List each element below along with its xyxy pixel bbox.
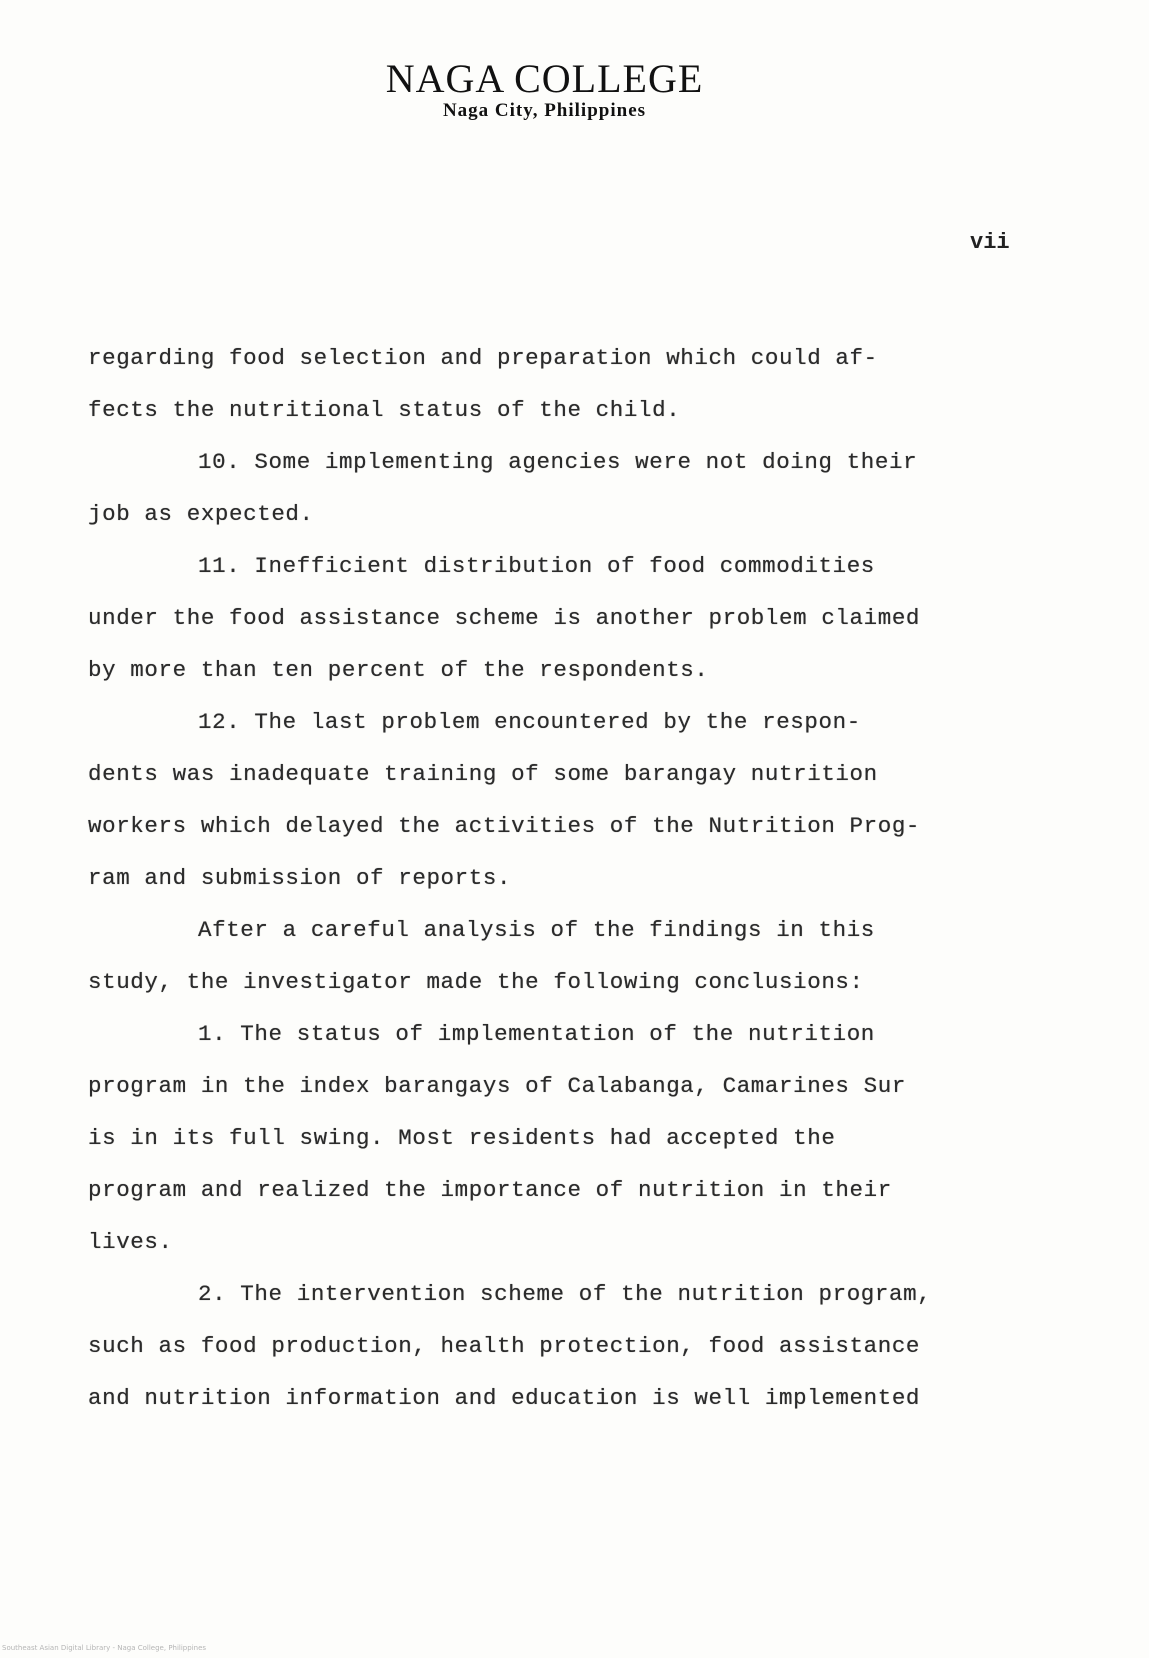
text-line: workers which delayed the activities of the Nutrition Prog- <box>88 813 921 839</box>
text-line: under the food assistance scheme is another problem claimed <box>88 605 921 631</box>
text-line: and nutrition information and education is well implemented <box>88 1385 921 1411</box>
text-line: by more than ten percent of the respondents. <box>88 657 709 683</box>
text-line: 11. Inefficient distribution of food commodities <box>198 553 875 579</box>
text-line: ram and submission of reports. <box>88 865 512 891</box>
text-line: lives. <box>88 1229 173 1255</box>
text-line: 10. Some implementing agencies were not doing their <box>198 449 918 475</box>
text-line: job as expected. <box>88 501 314 527</box>
text-line: fects the nutritional status of the child. <box>88 397 681 423</box>
text-line: dents was inadequate training of some barangay nutrition <box>88 761 878 787</box>
text-line: After a careful analysis of the findings in this <box>198 917 875 943</box>
text-line: program and realized the importance of nutrition in their <box>88 1177 892 1203</box>
footer-note: Southeast Asian Digital Library - Naga College, Philippines <box>2 1644 207 1652</box>
body-text <box>88 332 1028 1424</box>
letterhead-college-name: NAGA COLLEGE <box>385 56 704 101</box>
text-line: study, the investigator made the following conclusions: <box>88 969 864 995</box>
text-line: 1. The status of implementation of the nutrition <box>198 1021 875 1047</box>
text-line: is in its full swing. Most residents had accepted the <box>88 1125 836 1151</box>
text-line: program in the index barangays of Calabanga, Camarines Sur <box>88 1073 906 1099</box>
letterhead-place: Naga City, Philippines <box>442 100 647 121</box>
text-line: 2. The intervention scheme of the nutrition program, <box>198 1281 932 1307</box>
text-line: regarding food selection and preparation which could af- <box>88 345 878 371</box>
text-line: such as food production, health protection, food assistance <box>88 1333 921 1359</box>
page-number: vii <box>970 230 1010 255</box>
text-line: 12. The last problem encountered by the respon- <box>198 709 861 735</box>
